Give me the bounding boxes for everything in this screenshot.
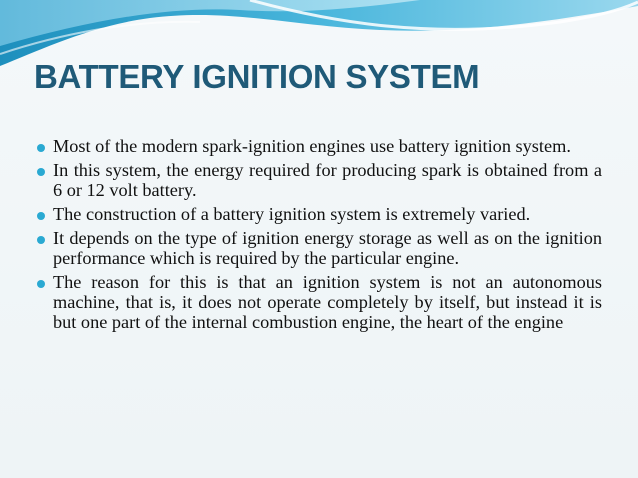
bullet-dot-icon	[37, 144, 45, 152]
list-item	[36, 272, 602, 332]
bullet-text: Most of the modern spark-ignition engines use battery ignition system.	[53, 136, 571, 156]
bullet-text: The construction of a battery ignition system is extremely varied.	[53, 204, 531, 224]
bullet-text: It depends on the type of ignition energy storage as well as on the ignition performance which is required by the particular engine.	[53, 228, 602, 268]
list-item	[36, 228, 602, 268]
bullet-list	[36, 136, 602, 336]
list-item	[36, 204, 602, 224]
bullet-dot-icon	[37, 168, 45, 176]
bullet-dot-icon	[37, 280, 45, 288]
slide-title: BATTERY IGNITION SYSTEM	[34, 58, 480, 95]
bullet-text: The reason for this is that an ignition system is not an autonomous machine, that is, it does not operate completely by itself, but instead it is but one part of the internal combustion engine, the heart of the engine	[53, 272, 602, 332]
list-item	[36, 160, 602, 200]
bullet-text: In this system, the energy required for producing spark is obtained from a 6 or 12 volt battery.	[53, 160, 602, 200]
list-item	[36, 136, 602, 156]
bullet-dot-icon	[37, 212, 45, 220]
bullet-dot-icon	[37, 236, 45, 244]
